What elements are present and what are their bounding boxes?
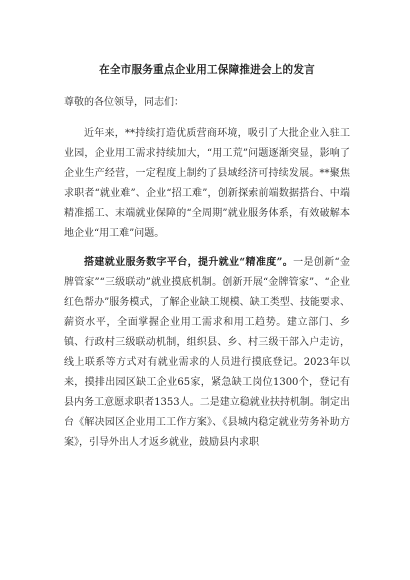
paragraph-lead-heading: 搭建就业服务数字平台，提升就业“精准度”。: [84, 257, 294, 268]
paragraph-intro: 近年来，**持续打造优质营商环境，吸引了大批企业入驻工业园，企业用工需求持续加大，“用工荒”问题逐渐突显，影响了企业生产经营，一定程度上制约了县域经济可持续发展。**聚焦求职者“就业难”、企业“招工难”，创新探索前端数据搭台、中端精准摇工、末端就业保障的“全周期”就业服务体系，有效破解本地企业“用工难”问题。: [64, 128, 350, 239]
salutation: 尊敬的各位领导，同志们：: [64, 97, 184, 108]
paragraph-digital-platform: [64, 253, 350, 453]
paragraph-body: 一是创新“金牌管家”“三级联动”就业摸底机制。创新开展“金牌管家”、“企业红色帮办”服务模式，了解企业缺工规模、缺工类型、技能要求、薪资水平，全面掌握企业用工需求和用工趋势。建立部门、乡镇、行政村三级联动机制，组织县、乡、村三级干部入户走访，线上联系等方式对有就业需求的人员进行摸底登记。2023年以来，摸排出园区缺工企业65家，紧急缺工岗位1300个，登记有县内务工意愿求职者1353人。二是建立稳就业扶持机制。制定出台《解决园区企业用工工作方案》、《县城内稳定就业劳务补助方案》，引导外出人才返乡就业，鼓励县内求职: [64, 257, 350, 448]
document-title: 在全市服务重点企业用工保障推进会上的发言: [99, 64, 315, 76]
